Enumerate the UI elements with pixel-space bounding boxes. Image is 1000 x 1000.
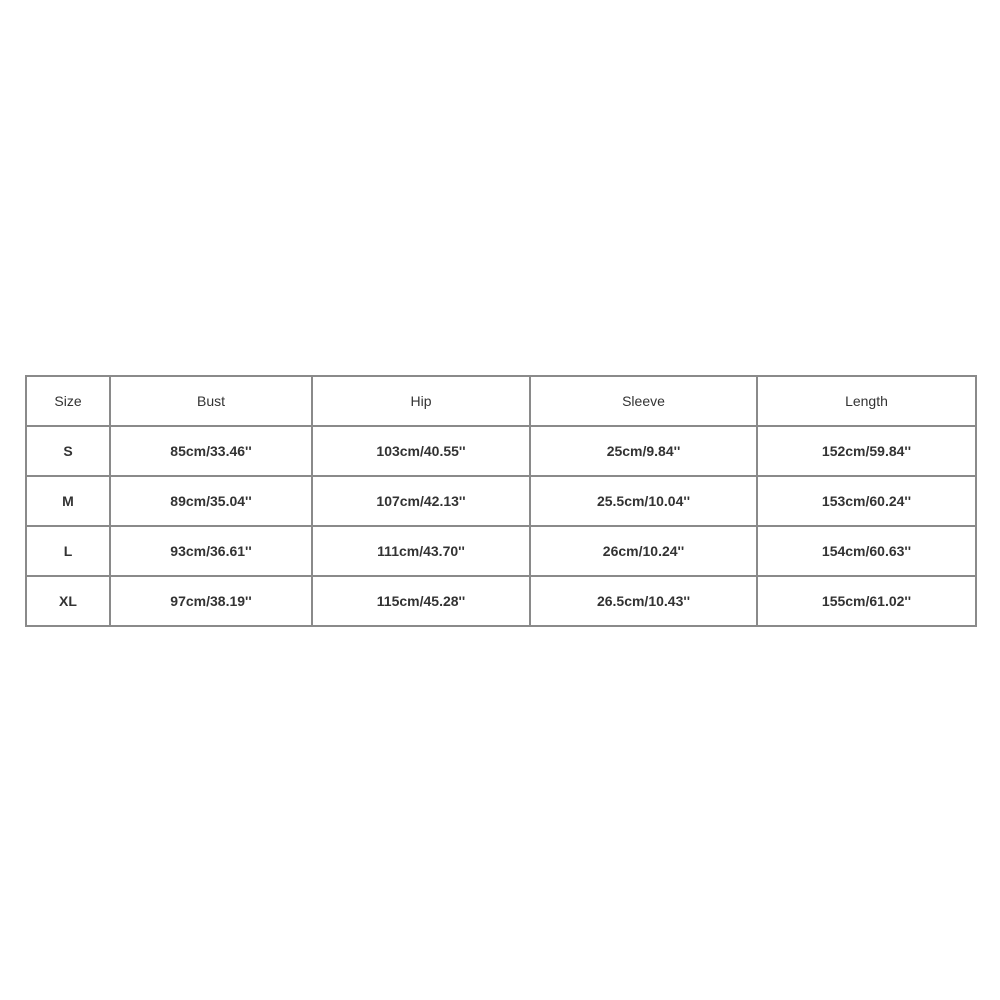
cell-bust: 85cm/33.46'' xyxy=(110,426,312,476)
table-row xyxy=(26,576,976,626)
cell-bust: 89cm/35.04'' xyxy=(110,476,312,526)
cell-sleeve: 26.5cm/10.43'' xyxy=(530,576,757,626)
table-row xyxy=(26,526,976,576)
header-sleeve: Sleeve xyxy=(530,376,757,426)
cell-size: S xyxy=(26,426,110,476)
cell-sleeve: 25.5cm/10.04'' xyxy=(530,476,757,526)
table-row xyxy=(26,426,976,476)
cell-size: M xyxy=(26,476,110,526)
cell-length: 155cm/61.02'' xyxy=(757,576,976,626)
header-size: Size xyxy=(26,376,110,426)
cell-hip: 115cm/45.28'' xyxy=(312,576,530,626)
cell-size: XL xyxy=(26,576,110,626)
table-row xyxy=(26,476,976,526)
cell-hip: 103cm/40.55'' xyxy=(312,426,530,476)
cell-hip: 107cm/42.13'' xyxy=(312,476,530,526)
size-chart-table xyxy=(25,375,977,627)
header-hip: Hip xyxy=(312,376,530,426)
cell-hip: 111cm/43.70'' xyxy=(312,526,530,576)
cell-bust: 97cm/38.19'' xyxy=(110,576,312,626)
cell-length: 152cm/59.84'' xyxy=(757,426,976,476)
cell-sleeve: 25cm/9.84'' xyxy=(530,426,757,476)
cell-bust: 93cm/36.61'' xyxy=(110,526,312,576)
cell-length: 154cm/60.63'' xyxy=(757,526,976,576)
cell-sleeve: 26cm/10.24'' xyxy=(530,526,757,576)
table-header-row xyxy=(26,376,976,426)
cell-length: 153cm/60.24'' xyxy=(757,476,976,526)
header-length: Length xyxy=(757,376,976,426)
cell-size: L xyxy=(26,526,110,576)
header-bust: Bust xyxy=(110,376,312,426)
